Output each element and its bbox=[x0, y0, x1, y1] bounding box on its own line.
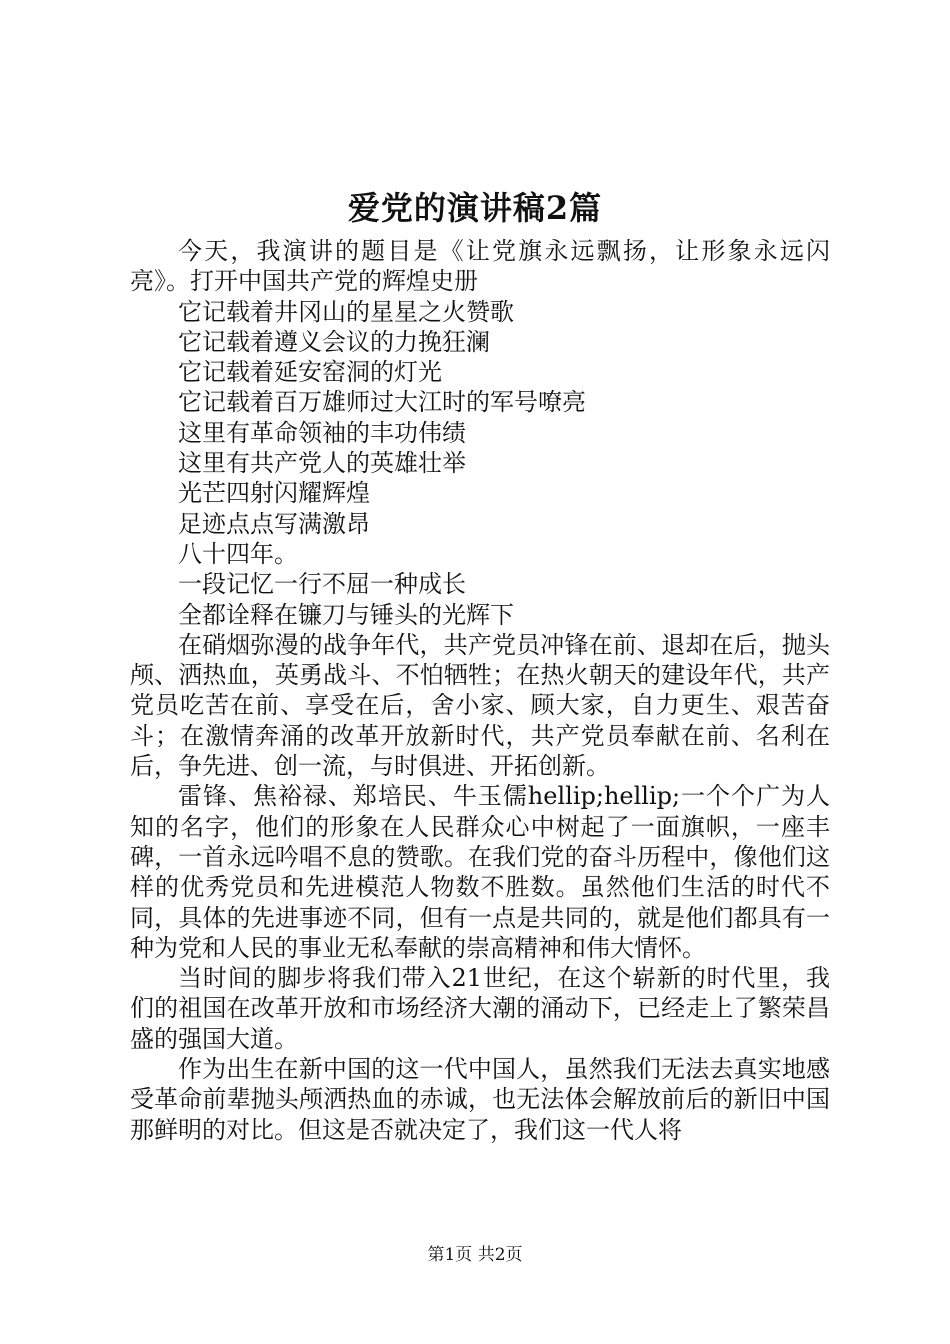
paragraph: 它记载着遵义会议的力挽狂澜 bbox=[178, 327, 490, 356]
paragraph: 它记载着延安窑洞的灯光 bbox=[178, 358, 442, 387]
paragraph: 光芒四射闪耀辉煌 bbox=[178, 479, 370, 508]
paragraph: 它记载着百万雄师过大江时的军号嘹亮 bbox=[178, 388, 586, 417]
paragraph: 在硝烟弥漫的战争年代，共产党员冲锋在前、退却在后，抛头颅、洒热血，英勇战斗、不怕牺牲；在热火朝天的建设年代，共产党员吃苦在前、享受在后，舍小家、顾大家，自力更生、艰苦奋斗；在激情奔涌的改革开放新时代，共产党员奉献在前、名利在后，争先进、创一流，与时俱进、开拓创新。 bbox=[130, 630, 830, 781]
paragraph: 它记载着井冈山的星星之火赞歌 bbox=[178, 297, 514, 326]
paragraph: 今天，我演讲的题目是《让党旗永远飘扬，让形象永远闪亮》。打开中国共产党的辉煌史册 bbox=[130, 237, 830, 296]
paragraph: 这里有共产党人的英雄壮举 bbox=[178, 449, 466, 478]
paragraph: 这里有革命领袖的丰功伟绩 bbox=[178, 418, 466, 447]
document-body bbox=[130, 236, 830, 1145]
paragraph: 足迹点点写满激昂 bbox=[178, 509, 370, 538]
paragraph: 作为出生在新中国的这一代中国人，虽然我们无法去真实地感受革命前辈抛头颅洒热血的赤诚，也无法体会解放前后的新旧中国那鲜明的对比。但这是否就决定了，我们这一代人将 bbox=[130, 1055, 830, 1144]
page-footer: 第1页 共2页 bbox=[427, 1245, 523, 1265]
paragraph: 雷锋、焦裕禄、郑培民、牛玉儒hellip;hellip;一个个广为人知的名字，他们的形象在人民群众心中树起了一面旗帜，一座丰碑，一首永远吟唱不息的赞歌。在我们党的奋斗历程中，像他们这样的优秀党员和先进模范人物数不胜数。虽然他们生活的时代不同，具体的先进事迹不同，但有一点是共同的，就是他们都具有一种为党和人民的事业无私奉献的崇高精神和伟大情怀。 bbox=[130, 782, 830, 962]
document-title: 爱党的演讲稿2篇 bbox=[347, 189, 603, 227]
paragraph: 全都诠释在镰刀与锤头的光辉下 bbox=[178, 600, 514, 629]
paragraph: 当时间的脚步将我们带入21世纪，在这个崭新的时代里，我们的祖国在改革开放和市场经济大潮的涌动下，已经走上了繁荣昌盛的强国大道。 bbox=[130, 964, 830, 1053]
paragraph: 一段记忆一行不屈一种成长 bbox=[178, 570, 466, 599]
paragraph: 八十四年。 bbox=[178, 539, 298, 568]
